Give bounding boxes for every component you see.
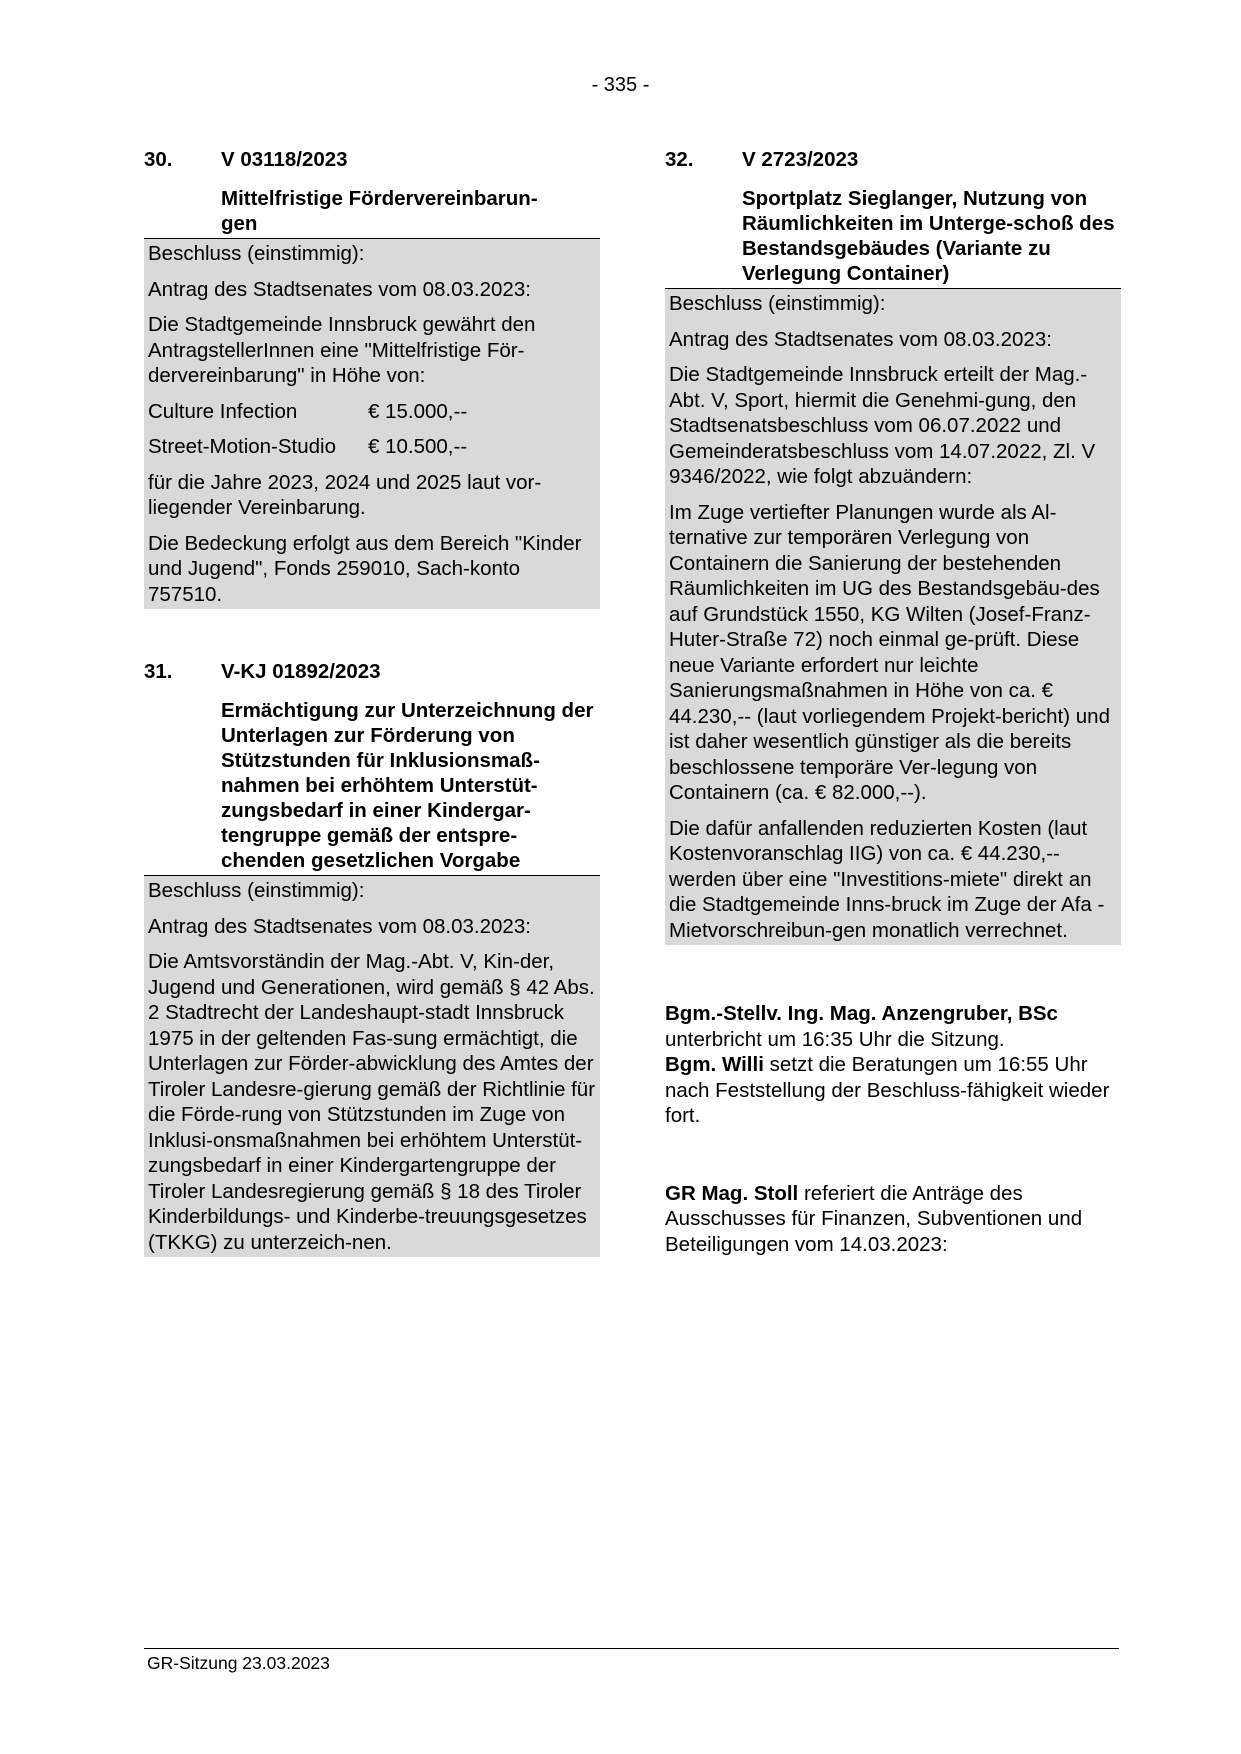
resolution-label: Beschluss (einstimmig): bbox=[148, 242, 365, 265]
resolution-box bbox=[665, 289, 1121, 945]
note-text: referiert die Anträge des Ausschusses für Finanzen, Subventionen und Beteiligungen vom 14.03.2023: bbox=[665, 1181, 1083, 1256]
agenda-item-30 bbox=[144, 147, 600, 609]
grant-recipient: Street-Motion-Studio bbox=[148, 435, 337, 458]
footer-text: GR-Sitzung 23.03.2023 bbox=[147, 1653, 330, 1673]
item-title-line-1: Mittelfristige Fördervereinbarun- bbox=[221, 187, 538, 210]
grant-recipient: Culture Infection bbox=[148, 399, 298, 423]
item-title: Sportplatz Sieglanger, Nutzung von Räumlichkeiten im Unterge-schoß des Bestandsgebäudes (Variante zu Verlegung Container) bbox=[742, 187, 1115, 285]
resolution-text: Im Zuge vertiefter Planungen wurde als Al-ternative zur temporären Verlegung von Containern die Sanierung der bestehenden Räumlichkeiten im UG des Bestandsgebäu-des auf Grundstück 1550, KG Wilten (Josef-Franz-Huter-Straße 72) noch einmal ge-prüft. Diese neue Variante erfordert nur leichte Sanierungsmaßnahmen in Höhe von ca. € 44.230,-- (laut vorliegendem Projekt-bericht) und ist daher wesentlich günstiger als die bereits beschlossene temporäre Ver-legung von Containern (ca. € 82.000,--). bbox=[669, 500, 1110, 804]
resolution-text: Die Stadtgemeinde Innsbruck gewährt den AntragstellerInnen eine "Mittelfristige För-dervereinbarung" in Höhe von: bbox=[148, 313, 536, 387]
grant-row bbox=[148, 424, 596, 460]
item-code: V 2723/2023 bbox=[742, 148, 859, 171]
resolution-text: Die Amtsvorständin der Mag.-Abt. V, Kin-der, Jugend und Generationen, wird gemäß § 42 Abs. 2 Stadtrecht der Landeshaupt-stadt Innsbruck 1975 in der geltenden Fas-sung ermächtigt, die Unterlagen zur Förder-abwicklung des Amtes der Tiroler Landesre-gierung gemäß der Richtlinie für die Förde-rung von Stützstunden im Zuge von Inklusi-onsmaßnahmen bei erhöhtem Unterstüt-zungsbedarf in einer Kindergartengruppe der Tiroler Landesregierung gemäß § 18 des Tiroler Kinderbildungs- und Kinderbe-treuungsgesetzes (TKKG) zu unterzeich-nen. bbox=[148, 950, 596, 1254]
motion-label: Antrag des Stadtsenates vom 08.03.2023: bbox=[148, 914, 531, 938]
item-heading bbox=[665, 147, 1121, 172]
item-number: 31. bbox=[144, 660, 173, 683]
note-text: setzt die Beratungen um 16:55 Uhr nach Feststellung der Beschluss-fähigkeit wieder fort. bbox=[665, 1053, 1110, 1127]
motion-label: Antrag des Stadtsenates vom 08.03.2023: bbox=[148, 277, 531, 301]
item-number: 32. bbox=[665, 148, 694, 171]
grant-amount: € 10.500,-- bbox=[368, 435, 468, 458]
speaker-name: Bgm. Willi bbox=[665, 1053, 764, 1076]
resolution-text: Die dafür anfallenden reduzierten Kosten (laut Kostenvoranschlag IIG) von ca. € 44.230,-- werden über eine "Investitions-miete" direkt an die Stadtgemeinde Inns-bruck im Zuge der Afa - Mietvorschreibun-gen monatlich verrechnet. bbox=[669, 816, 1105, 942]
resolution-box bbox=[144, 239, 600, 609]
session-note bbox=[665, 1001, 1121, 1129]
grant-row bbox=[148, 389, 596, 425]
session-note bbox=[665, 1181, 1121, 1258]
item-heading bbox=[144, 659, 600, 684]
speaker-name: Bgm.-Stellv. Ing. Mag. Anzengruber, BSc bbox=[665, 1002, 1058, 1025]
item-code: V 03118/2023 bbox=[221, 148, 348, 171]
resolution-text: für die Jahre 2023, 2024 und 2025 laut vor-liegender Vereinbarung. bbox=[148, 470, 542, 519]
left-column bbox=[144, 147, 600, 1257]
spacer bbox=[665, 1129, 1121, 1181]
item-title: Ermächtigung zur Unterzeichnung der Unterlagen zur Förderung von Stützstunden für Inklusionsmaß-nahmen bei erhöhtem Unterstüt-zungsbedarf in einer Kindergar-tengruppe gemäß der entspre-chenden gesetzlichen Vorgabe bbox=[221, 699, 594, 872]
resolution-label: Beschluss (einstimmig): bbox=[669, 292, 886, 315]
session-note-text bbox=[665, 1001, 1121, 1129]
agenda-item-32 bbox=[665, 147, 1121, 945]
session-note-text bbox=[665, 1181, 1121, 1258]
agenda-item-31 bbox=[144, 659, 600, 1257]
grant-amount: € 15.000,-- bbox=[368, 399, 468, 423]
resolution-text: Die Bedeckung erfolgt aus dem Bereich "Kinder und Jugend", Fonds 259010, Sach-konto 757510. bbox=[148, 531, 582, 606]
item-title-line-2: gen bbox=[221, 212, 258, 235]
speaker-name: GR Mag. Stoll bbox=[665, 1181, 799, 1205]
footer-rule bbox=[144, 1648, 1119, 1649]
item-code: V-KJ 01892/2023 bbox=[221, 660, 381, 683]
resolution-box bbox=[144, 876, 600, 1257]
item-title bbox=[221, 186, 600, 238]
spacer bbox=[665, 945, 1121, 1001]
motion-label: Antrag des Stadtsenates vom 08.03.2023: bbox=[669, 327, 1052, 351]
page-number: - 335 - bbox=[591, 74, 650, 96]
spacer bbox=[144, 609, 600, 659]
resolution-label: Beschluss (einstimmig): bbox=[148, 879, 365, 902]
item-number: 30. bbox=[144, 148, 173, 171]
right-column bbox=[665, 147, 1121, 1257]
resolution-text: Die Stadtgemeinde Innsbruck erteilt der Mag.-Abt. V, Sport, hiermit die Genehmi-gung, den Stadtsenatsbeschluss vom 06.07.2022 und Gemeinderatsbeschluss vom 14.07.2022, Zl. V 9346/2022, wie folgt abzuändern: bbox=[669, 363, 1096, 488]
note-text: unterbricht um 16:35 Uhr die Sitzung. bbox=[665, 1027, 1005, 1051]
item-heading bbox=[144, 147, 600, 172]
